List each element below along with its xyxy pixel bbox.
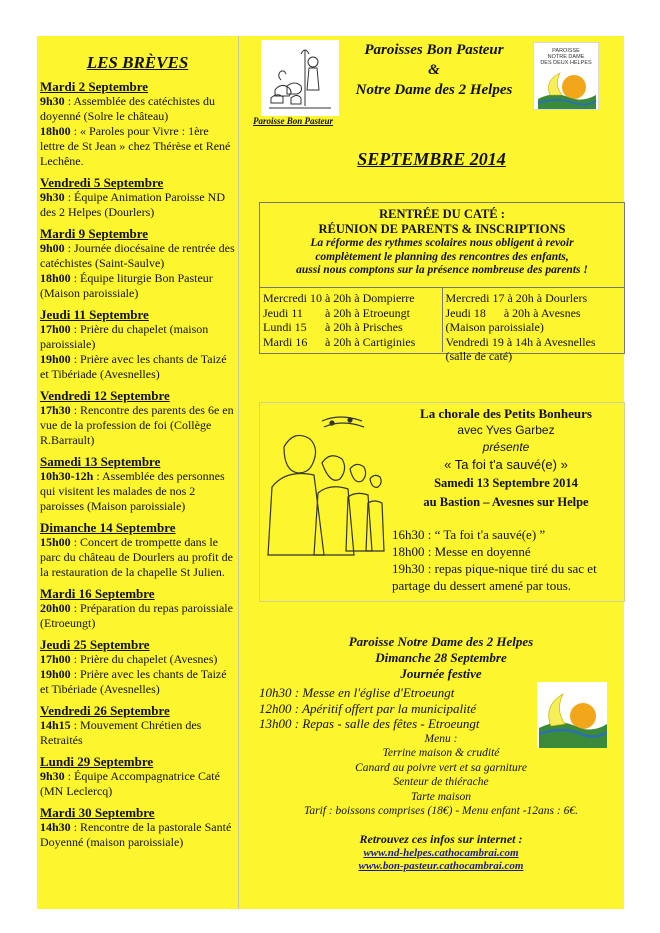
cate-detail: à 20h à Etroeungt: [325, 305, 410, 320]
event-block: [37, 307, 238, 382]
event-time: 18h00: [40, 124, 71, 138]
cate-row: [263, 306, 439, 321]
program-line: 18h00 : Messe en doyenné: [392, 544, 531, 559]
event-block: [37, 79, 238, 169]
notre-dame-parish-logo: [533, 42, 599, 110]
cate-detail: à 20h à Cartiginies: [325, 334, 416, 349]
event-date: Jeudi 25 Septembre: [40, 637, 150, 652]
event-time: 17h00: [40, 322, 71, 336]
event-text: : Prière du chapelet (Avesnes): [70, 652, 218, 666]
cate-line: Mercredi 17 à 20h à Dourlers: [445, 291, 588, 305]
event-date: Mardi 2 Septembre: [40, 79, 149, 94]
menu-line: Menu :: [424, 732, 458, 745]
newsletter-page: [37, 36, 624, 909]
header-line-1: Paroisses Bon Pasteur: [364, 42, 504, 58]
fete-title-1: Paroisse Notre Dame des 2 Helpes: [348, 634, 534, 649]
event-item: [40, 652, 236, 667]
cate-schedule-left: [260, 288, 442, 352]
menu-line: Terrine maison & crudité: [382, 747, 500, 759]
breves-title: LES BRÈVES: [86, 53, 189, 72]
cate-line: (salle de caté): [445, 349, 513, 363]
notre-dame-parish-emblem: [537, 682, 607, 748]
event-item: [40, 124, 236, 169]
fete-program-line: 10h30 : Messe en l'église d'Etroeungt: [259, 685, 455, 700]
cate-day: Mercredi 10: [263, 291, 322, 305]
event-block: [37, 805, 238, 850]
event-time: 14h30: [40, 820, 71, 834]
cate-schedule-right: [442, 288, 625, 363]
chorale-date: Samedi 13 Septembre 2014: [434, 476, 578, 490]
link-bon-pasteur[interactable]: www.bon-pasteur.cathocambrai.com: [358, 859, 524, 872]
event-text: : Préparation du repas paroissiale (Etroeungt): [40, 601, 233, 630]
event-text: : Équipe Accompagnatrice Caté (MN Leclercq): [40, 769, 220, 798]
svg-text:DES DEUX HELPES: DES DEUX HELPES: [540, 60, 592, 66]
month-title: SEPTEMBRE 2014: [357, 149, 506, 169]
event-time: 17h00: [40, 652, 71, 666]
cate-row: [263, 291, 439, 306]
event-date: Vendredi 5 Septembre: [40, 175, 164, 190]
fete-title-2: Dimanche 28 Septembre: [375, 650, 507, 665]
image-caption: Paroisse Bon Pasteur: [253, 116, 334, 126]
event-text: : Prière du chapelet (maison paroissiale): [40, 322, 209, 351]
event-block: [37, 703, 238, 748]
event-time: 18h00: [40, 271, 71, 285]
event-date: Samedi 13 Septembre: [40, 454, 161, 469]
chorale-song: « Ta foi t'a sauvé(e) »: [444, 457, 568, 472]
event-text: : Assemblée des personnes qui visitent les malades de nos 2 paroisses (Maison paroissiale): [40, 469, 225, 513]
event-time: 19h00: [40, 667, 71, 681]
event-text: : Mouvement Chrétien des Retraités: [40, 718, 202, 747]
event-time: 9h30: [40, 94, 65, 108]
chorale-presente: présente: [482, 440, 530, 454]
header-title: [334, 40, 534, 100]
event-date: Mardi 30 Septembre: [40, 805, 155, 820]
event-item: [40, 190, 236, 220]
cate-day: Jeudi 11: [263, 305, 303, 320]
chorale-title: La chorale des Petits Bonheurs: [420, 406, 592, 421]
menu-tarif: Tarif : boissons comprises (18€) - Menu enfant -12ans : 6€.: [304, 805, 578, 817]
event-item: [40, 535, 236, 580]
chorale-announcement: [390, 406, 622, 512]
event-item: [40, 601, 236, 631]
event-date: Dimanche 14 Septembre: [40, 520, 176, 535]
event-item: [40, 769, 236, 799]
cate-line: Jeudi 18 à 20h à Avesnes: [445, 305, 581, 320]
event-item: [40, 241, 236, 271]
events-list: [37, 79, 238, 850]
event-text: : Concert de trompette dans le parc du château de Dourlers au profit de la restauration de la chapelle St Julien.: [40, 535, 233, 579]
event-block: [37, 454, 238, 514]
chorale-box: [259, 402, 625, 602]
program-line: 16h30 : “ Ta foi t'a sauvé(e) ”: [392, 527, 546, 542]
event-item: [40, 322, 236, 352]
cate-day: Mardi 16: [263, 334, 308, 349]
event-block: [37, 175, 238, 220]
event-time: 20h00: [40, 601, 71, 615]
event-item: [40, 94, 236, 124]
event-date: Lundi 29 Septembre: [40, 754, 154, 769]
event-time: 15h00: [40, 535, 71, 549]
event-time: 10h30-12h: [40, 469, 94, 483]
event-time: 17h30: [40, 403, 71, 417]
event-text: : Équipe liturgie Bon Pasteur (Maison paroissiale): [40, 271, 213, 300]
choir-illustration: [262, 407, 398, 557]
cate-box: [259, 202, 625, 363]
event-time: 19h00: [40, 352, 71, 366]
event-text: : Assemblée des catéchistes du doyenné (Solre le château): [40, 94, 215, 123]
event-time: 9h30: [40, 190, 65, 204]
event-text: : Prière avec les chants de Taizé et Tibériade (Avesnelles): [40, 352, 227, 381]
event-block: [37, 754, 238, 799]
chorale-place: au Bastion – Avesnes sur Helpe: [423, 495, 589, 509]
program-line: 19h30 : repas pique-nique tiré du sac et partage du dessert amené par tous.: [392, 561, 597, 593]
event-text: : Journée diocésaine de rentrée des catéchistes (Saint-Saulve): [40, 241, 235, 270]
event-text: : Rencontre des parents des 6e en vue de la profession de foi (Collège R.Barrault): [40, 403, 234, 447]
cate-text-2: complètement le planning des rencontres des enfants,: [315, 250, 569, 263]
event-time: 9h30: [40, 769, 65, 783]
event-time: 9h00: [40, 241, 65, 255]
fete-program-line: 13h00 : Repas - salle des fêtes - Etroeungt: [259, 716, 480, 731]
event-text: : Rencontre de la pastorale Santé Doyenné (maison paroissiale): [40, 820, 232, 849]
event-block: [37, 637, 238, 697]
cate-text-1: La réforme des rythmes scolaires nous obligent à revoir: [310, 237, 574, 249]
link-nd-helpes[interactable]: www.nd-helpes.cathocambrai.com: [363, 846, 519, 859]
svg-text:PAROISSE: PAROISSE: [552, 48, 580, 54]
event-item: [40, 820, 236, 850]
event-item: [40, 271, 236, 301]
good-shepherd-illustration: [261, 40, 339, 116]
event-text: : Équipe Animation Paroisse ND des 2 Helpes (Dourlers): [40, 190, 226, 219]
event-block: [37, 520, 238, 580]
cate-day: Lundi 15: [263, 320, 307, 334]
event-date: Mardi 9 Septembre: [40, 226, 149, 241]
festive-day-section: [259, 634, 623, 912]
event-text: : Prière avec les chants de Taizé et Tibériade (Avesnelles): [40, 667, 227, 696]
event-item: [40, 469, 236, 514]
fete-program-line: 12h00 : Apéritif offert par la municipalité: [259, 700, 477, 716]
cate-line: Vendredi 19 à 14h à Avesnelles: [445, 334, 596, 349]
cate-row: [263, 335, 439, 350]
chorale-with: avec Yves Garbez: [457, 423, 555, 437]
cate-header: [260, 203, 624, 288]
event-block: [37, 388, 238, 448]
header-line-3: Notre Dame des 2 Helpes: [355, 82, 513, 98]
event-date: Jeudi 11 Septembre: [40, 307, 149, 322]
chorale-program: [392, 526, 624, 594]
event-item: [40, 718, 236, 748]
cate-line: (Maison paroissiale): [445, 320, 544, 334]
event-date: Mardi 16 Septembre: [40, 586, 155, 601]
breves-column: [37, 36, 239, 909]
menu-line: Canard au poivre vert et sa garniture: [355, 761, 527, 774]
event-date: Vendredi 12 Septembre: [40, 388, 170, 403]
svg-text:NOTRE DAME: NOTRE DAME: [547, 54, 585, 60]
event-text: : « Paroles pour Vivre : 1ère lettre de St Jean » chez Thérèse et René Lechêne.: [40, 124, 231, 168]
web-title: Retrouvez ces infos sur internet :: [359, 831, 523, 846]
event-block: [37, 226, 238, 301]
cate-title-2: RÉUNION DE PARENTS & INSCRIPTIONS: [318, 222, 566, 236]
fete-title-3: Journée festive: [400, 666, 482, 681]
menu-line: Tarte maison: [411, 790, 471, 803]
cate-title-1: RENTRÉE DU CATÉ :: [379, 207, 505, 221]
cate-schedule: [260, 288, 624, 363]
menu-line: Senteur de thiérache: [393, 776, 489, 788]
event-item: [40, 352, 236, 382]
event-date: Vendredi 26 Septembre: [40, 703, 170, 718]
cate-detail: à 20h à Prisches: [325, 320, 403, 334]
main-column: [239, 36, 624, 909]
header-line-2: &: [428, 62, 440, 78]
event-time: 14h15: [40, 718, 71, 732]
cate-detail: à 20h à Dompierre: [324, 291, 415, 305]
cate-row: [263, 320, 439, 335]
header: [239, 36, 624, 136]
event-block: [37, 586, 238, 631]
event-item: [40, 403, 236, 448]
event-item: [40, 667, 236, 697]
cate-text-3: aussi nous comptons sur la présence nombreuse des parents !: [296, 264, 588, 276]
